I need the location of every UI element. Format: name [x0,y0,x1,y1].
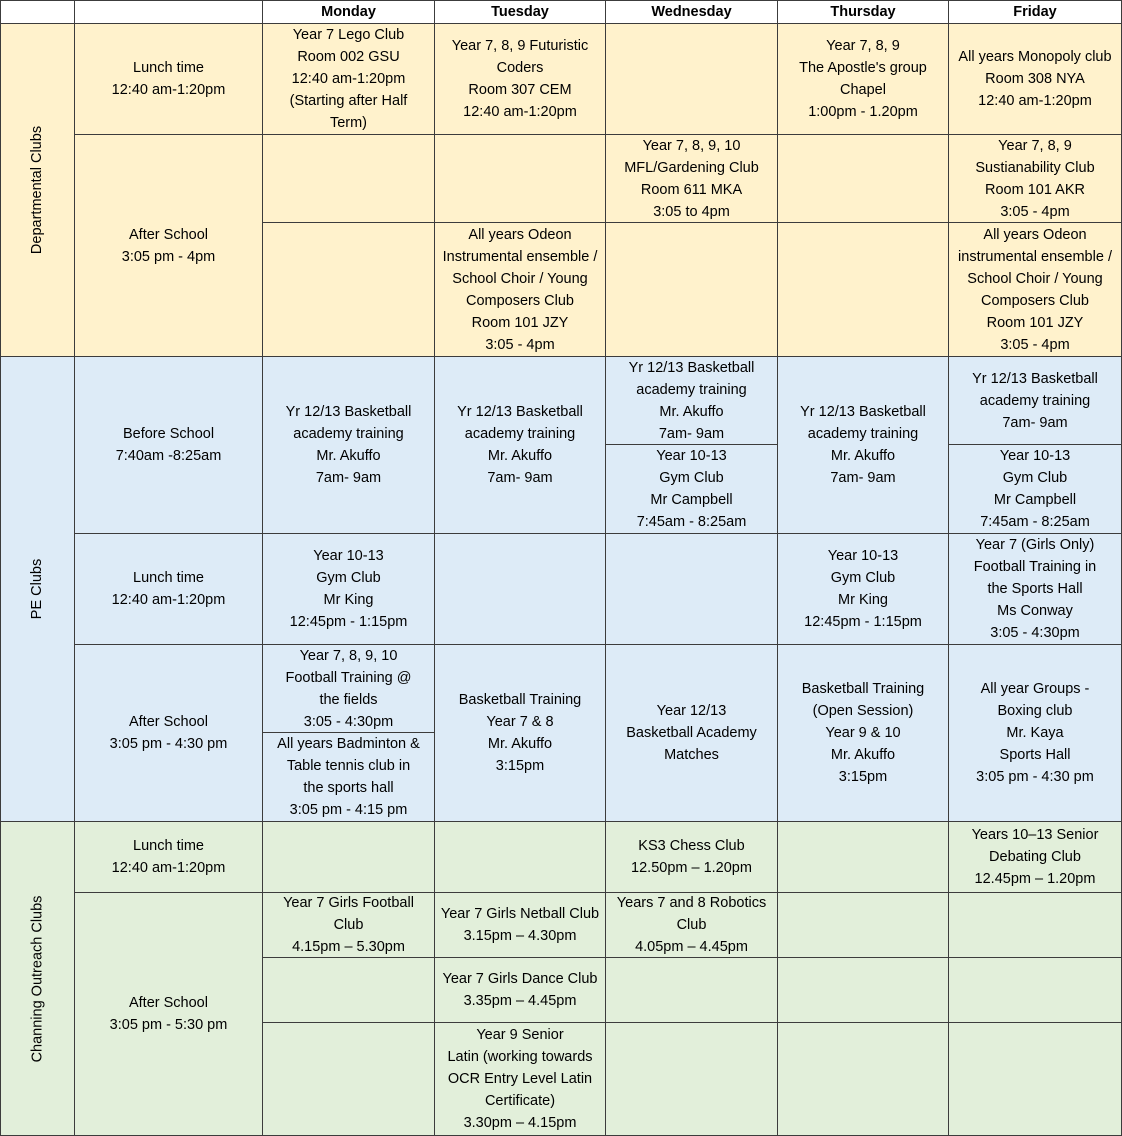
period-label-ch-lunch: Lunch time 12:40 am-1:20pm [75,822,263,893]
empty-cell [263,822,435,893]
club-cell: Years 10–13 Senior Debating Club 12.45pm – 1.20pm [949,822,1122,893]
club-cell: Basketball Training Year 7 & 8 Mr. Akuffo 3:15pm [435,645,606,822]
club-cell: Yr 12/13 Basketball academy training Mr. Akuffo 7am- 9am [263,357,435,534]
empty-cell [778,223,949,357]
empty-cell [606,534,778,645]
club-cell: Yr 12/13 Basketball academy training Mr. Akuffo 7am- 9am [435,357,606,534]
club-cell: Year 7 Girls Dance Club 3.35pm – 4.45pm [435,958,606,1023]
corner-cell [0,0,75,24]
club-cell: All year Groups - Boxing club Mr. Kaya Sports Hall 3:05 pm - 4:30 pm [949,645,1122,822]
club-cell: All years Odeon Instrumental ensemble / School Choir / Young Composers Club Room 101 JZY 3:05 - 4pm [435,223,606,357]
day-header-wednesday: Wednesday [606,0,778,24]
empty-cell [778,958,949,1023]
period-label-pe-lunch: Lunch time 12:40 am-1:20pm [75,534,263,645]
empty-cell [435,534,606,645]
day-header-monday: Monday [263,0,435,24]
club-cell: Year 9 Senior Latin (working towards OCR Entry Level Latin Certificate) 3.30pm – 4.15pm [435,1023,606,1136]
empty-cell [606,1023,778,1136]
empty-cell [606,958,778,1023]
club-cell: Year 7 Girls Football Club 4.15pm – 5.30pm [263,893,435,958]
empty-cell [263,223,435,357]
group-label-pe: PE Clubs [0,357,75,822]
club-cell: Year 10-13 Gym Club Mr Campbell 7:45am - 8:25am [949,445,1122,534]
period-label-dept-lunch: Lunch time 12:40 am-1:20pm [75,24,263,135]
club-cell: Year 7 (Girls Only) Football Training in the Sports Hall Ms Conway 3:05 - 4:30pm [949,534,1122,645]
day-header-tuesday: Tuesday [435,0,606,24]
empty-cell [263,135,435,223]
group-label-departmental: Departmental Clubs [0,24,75,357]
period-label-ch-after: After School 3:05 pm - 5:30 pm [75,893,263,1136]
empty-cell [778,822,949,893]
club-cell: Year 7, 8, 9 The Apostle's group Chapel 1:00pm - 1.20pm [778,24,949,135]
club-cell: Year 7 Girls Netball Club 3.15pm – 4.30pm [435,893,606,958]
empty-cell [949,893,1122,958]
empty-cell [263,1023,435,1136]
club-cell: Year 7 Lego Club Room 002 GSU 12:40 am-1:20pm (Starting after Half Term) [263,24,435,135]
club-cell: Year 10-13 Gym Club Mr King 12:45pm - 1:15pm [263,534,435,645]
group-label-channing: Channing Outreach Clubs [0,822,75,1136]
club-cell: All years Monopoly club Room 308 NYA 12:40 am-1:20pm [949,24,1122,135]
club-cell: All years Badminton & Table tennis club in the sports hall 3:05 pm - 4:15 pm [263,733,435,822]
club-cell: KS3 Chess Club 12.50pm – 1.20pm [606,822,778,893]
club-cell: Yr 12/13 Basketball academy training Mr. Akuffo 7am- 9am [606,357,778,445]
club-cell: Yr 12/13 Basketball academy training Mr. Akuffo 7am- 9am [778,357,949,534]
corner-cell-period [75,0,263,24]
empty-cell [778,1023,949,1136]
empty-cell [435,135,606,223]
empty-cell [778,893,949,958]
club-cell: Year 10-13 Gym Club Mr King 12:45pm - 1:15pm [778,534,949,645]
period-label-pe-before: Before School 7:40am -8:25am [75,357,263,534]
club-cell: Year 10-13 Gym Club Mr Campbell 7:45am - 8:25am [606,445,778,534]
club-cell: Year 7, 8, 9, 10 MFL/Gardening Club Room 611 MKA 3:05 to 4pm [606,135,778,223]
empty-cell [435,822,606,893]
day-header-friday: Friday [949,0,1122,24]
club-cell: Year 7, 8, 9 Futuristic Coders Room 307 CEM 12:40 am-1:20pm [435,24,606,135]
empty-cell [263,958,435,1023]
empty-cell [949,958,1122,1023]
club-cell: Years 7 and 8 Robotics Club 4.05pm – 4.45pm [606,893,778,958]
club-cell: Year 7, 8, 9, 10 Football Training @ the fields 3:05 - 4:30pm [263,645,435,733]
day-header-thursday: Thursday [778,0,949,24]
empty-cell [606,223,778,357]
club-cell: All years Odeon instrumental ensemble / School Choir / Young Composers Club Room 101 JZY 3:05 - 4pm [949,223,1122,357]
period-label-dept-after: After School 3:05 pm - 4pm [75,135,263,357]
empty-cell [606,24,778,135]
club-cell: Yr 12/13 Basketball academy training 7am- 9am [949,357,1122,445]
club-cell: Year 12/13 Basketball Academy Matches [606,645,778,822]
period-label-pe-after: After School 3:05 pm - 4:30 pm [75,645,263,822]
empty-cell [949,1023,1122,1136]
club-cell: Basketball Training (Open Session) Year 9 & 10 Mr. Akuffo 3:15pm [778,645,949,822]
empty-cell [778,135,949,223]
club-cell: Year 7, 8, 9 Sustianability Club Room 101 AKR 3:05 - 4pm [949,135,1122,223]
